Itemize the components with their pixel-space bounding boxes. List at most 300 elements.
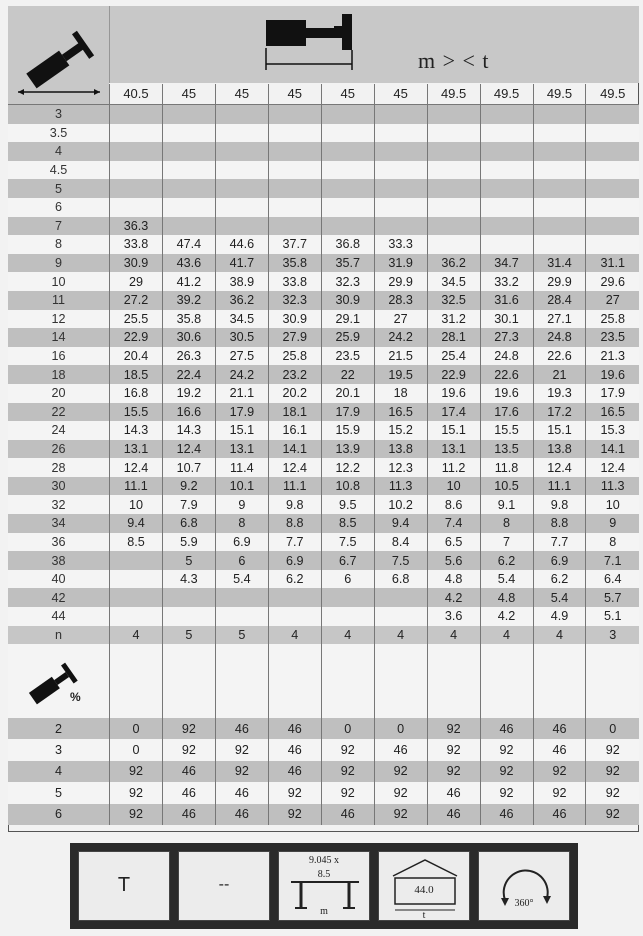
speed-value-cell: 46 [427,804,480,825]
load-value-cell: 7.1 [586,551,639,570]
load-value-cell: 31.4 [533,254,586,273]
load-value-cell: 9.1 [480,495,533,514]
load-value-cell: 19.2 [162,384,215,403]
load-value-cell: 34.5 [427,272,480,291]
load-value-cell: 5.1 [586,607,639,626]
load-value-cell: 15.1 [215,421,268,440]
footer-blank-value: -- [218,876,230,893]
speed-row [8,718,639,739]
load-value-cell: 8.5 [110,533,163,552]
load-value-cell: 19.6 [427,384,480,403]
load-value-cell [321,142,374,161]
load-value-cell: 12.4 [162,440,215,459]
load-row [8,105,639,124]
load-value-cell: 17.9 [215,403,268,422]
load-value-cell [110,588,163,607]
radius-cell: 5 [8,179,110,198]
speed-label-cell: 5 [8,782,110,803]
jib-length-header-cell: 45 [321,84,374,105]
radius-cell: 32 [8,495,110,514]
load-value-cell [533,105,586,124]
load-value-cell [533,142,586,161]
load-value-cell: 33.2 [480,272,533,291]
speed-value-cell: 92 [321,739,374,760]
load-value-cell [427,124,480,143]
load-value-cell [215,124,268,143]
load-value-cell: 10 [586,495,639,514]
speed-value-cell: 46 [321,804,374,825]
falls-value-cell: 5 [215,626,268,645]
load-value-cell: 21.1 [215,384,268,403]
speed-value-cell: 92 [110,804,163,825]
load-value-cell: 5.4 [480,570,533,589]
load-value-cell: 14.3 [110,421,163,440]
load-value-cell [374,588,427,607]
load-value-cell: 18 [374,384,427,403]
radius-cell: 3.5 [8,124,110,143]
speed-value-cell: 92 [427,718,480,739]
load-value-cell: 19.6 [586,365,639,384]
radius-cell: 12 [8,310,110,329]
load-value-cell: 27.3 [480,328,533,347]
load-value-cell: 5.4 [533,588,586,607]
load-value-cell: 13.8 [533,440,586,459]
load-value-cell: 17.4 [427,403,480,422]
speed-value-cell: 46 [162,761,215,782]
load-value-cell: 22.4 [162,365,215,384]
load-value-cell: 12.4 [586,458,639,477]
load-value-cell [268,179,321,198]
load-row [8,607,639,626]
load-row [8,495,639,514]
radius-cell: 24 [8,421,110,440]
load-value-cell: 19.6 [480,384,533,403]
speed-row [8,739,639,760]
radius-cell: 22 [8,403,110,422]
load-value-cell: 5.6 [427,551,480,570]
load-value-cell [321,198,374,217]
speed-value-cell: 46 [533,718,586,739]
blank-cell [162,644,215,718]
load-value-cell: 11.2 [427,458,480,477]
speed-value-cell: 46 [374,739,427,760]
load-value-cell: 14.3 [162,421,215,440]
load-table [8,84,639,645]
load-value-cell: 4.8 [480,588,533,607]
load-value-cell: 13.1 [427,440,480,459]
load-value-cell: 14.1 [586,440,639,459]
load-value-cell [215,179,268,198]
load-value-cell [321,124,374,143]
radius-cell: 16 [8,347,110,366]
load-value-cell [110,570,163,589]
radius-cell: 20 [8,384,110,403]
jib-length-header-cell: 49.5 [427,84,480,105]
load-value-cell [215,217,268,236]
load-value-cell: 11.1 [268,477,321,496]
load-value-cell: 12.4 [110,458,163,477]
load-value-cell [586,124,639,143]
load-value-cell [586,198,639,217]
jib-length-header-cell: 49.5 [533,84,586,105]
load-value-cell: 7.4 [427,514,480,533]
load-value-cell: 9.8 [533,495,586,514]
load-value-cell [533,179,586,198]
load-value-cell [215,588,268,607]
load-value-cell: 8.8 [268,514,321,533]
load-value-cell: 9.4 [374,514,427,533]
load-value-cell: 30.9 [321,291,374,310]
load-value-cell: 6.9 [533,551,586,570]
load-value-cell [480,105,533,124]
radius-cell: 44 [8,607,110,626]
blank-cell [480,644,533,718]
footer-ballast-value: 44.0 [414,884,434,896]
load-value-cell: 31.2 [427,310,480,329]
load-row [8,347,639,366]
load-value-cell: 21 [533,365,586,384]
load-value-cell: 6 [215,551,268,570]
blank-cell [427,644,480,718]
load-value-cell: 15.9 [321,421,374,440]
load-value-cell [162,217,215,236]
footer-type-value: T [117,874,131,896]
speed-value-cell: 92 [374,804,427,825]
speed-value-cell: 92 [374,761,427,782]
load-value-cell [321,179,374,198]
load-value-cell [374,607,427,626]
footer-panel [70,843,578,929]
load-row [8,421,639,440]
speed-value-cell: 92 [533,761,586,782]
load-value-cell [162,124,215,143]
load-row [8,254,639,273]
load-value-cell: 6.5 [427,533,480,552]
load-row [8,570,639,589]
load-row [8,384,639,403]
load-value-cell: 15.1 [533,421,586,440]
load-value-cell: 16.5 [586,403,639,422]
load-value-cell: 11.1 [110,477,163,496]
load-value-cell [586,105,639,124]
load-value-cell: 28.1 [427,328,480,347]
load-value-cell: 11.8 [480,458,533,477]
load-value-cell: 6.2 [533,570,586,589]
radius-cell: 4 [8,142,110,161]
load-value-cell [162,142,215,161]
load-row [8,514,639,533]
radius-cell: 9 [8,254,110,273]
load-value-cell: 22.9 [110,328,163,347]
load-value-cell [427,179,480,198]
load-value-cell: 17.6 [480,403,533,422]
speed-value-cell: 92 [533,782,586,803]
load-value-cell: 6.9 [215,533,268,552]
load-value-cell: 32.3 [268,291,321,310]
blank-cell [374,644,427,718]
load-value-cell: 30.6 [162,328,215,347]
load-value-cell: 10.2 [374,495,427,514]
radius-cell: 10 [8,272,110,291]
load-value-cell: 5 [162,551,215,570]
speed-label-cell: 6 [8,804,110,825]
load-row [8,440,639,459]
load-value-cell [586,235,639,254]
speed-value-cell: 92 [110,761,163,782]
range-label: m > < t [418,48,490,73]
load-value-cell: 36.3 [110,217,163,236]
load-value-cell: 16.1 [268,421,321,440]
load-row [8,124,639,143]
load-value-cell: 25.9 [321,328,374,347]
trolley-icon [258,12,358,72]
load-value-cell [533,198,586,217]
falls-value-cell: 4 [533,626,586,645]
load-row [8,551,639,570]
load-value-cell [374,179,427,198]
load-value-cell: 47.4 [162,235,215,254]
load-value-cell [427,161,480,180]
load-value-cell: 8.4 [374,533,427,552]
load-value-cell: 7.7 [533,533,586,552]
load-value-cell: 17.2 [533,403,586,422]
load-value-cell [321,161,374,180]
load-value-cell: 8 [480,514,533,533]
load-value-cell [533,161,586,180]
speed-value-cell: 92 [268,782,321,803]
radius-cell: 4.5 [8,161,110,180]
load-value-cell [480,235,533,254]
load-value-cell [268,105,321,124]
load-value-cell: 15.2 [374,421,427,440]
speed-row [8,782,639,803]
speed-row [8,804,639,825]
radius-cell: 28 [8,458,110,477]
load-row [8,142,639,161]
load-value-cell: 19.5 [374,365,427,384]
radius-cell: 42 [8,588,110,607]
load-value-cell: 36.8 [321,235,374,254]
load-value-cell: 4.8 [427,570,480,589]
load-value-cell: 4.2 [480,607,533,626]
speed-value-cell: 46 [215,782,268,803]
load-value-cell: 16.8 [110,384,163,403]
load-value-cell [268,124,321,143]
jib-length-header-cell: 40.5 [110,84,163,105]
load-row [8,291,639,310]
load-value-cell: 30.1 [480,310,533,329]
load-row [8,477,639,496]
load-row [8,235,639,254]
load-value-cell: 43.6 [162,254,215,273]
footer-ballast-unit: t [422,910,426,921]
load-value-cell [533,217,586,236]
speed-table [8,644,639,825]
load-row [8,310,639,329]
load-value-cell: 3.6 [427,607,480,626]
speed-value-cell: 46 [268,718,321,739]
load-value-cell [162,198,215,217]
load-row [8,161,639,180]
load-value-cell: 22 [321,365,374,384]
load-value-cell: 4.9 [533,607,586,626]
load-value-cell: 9.5 [321,495,374,514]
footer-base-box [278,851,370,921]
load-value-cell [374,105,427,124]
speed-value-cell: 46 [215,804,268,825]
load-value-cell: 8.8 [533,514,586,533]
load-value-cell [162,607,215,626]
speed-value-cell: 46 [533,739,586,760]
jib-length-header-row [8,84,639,105]
load-value-cell: 7.7 [268,533,321,552]
load-value-cell [268,198,321,217]
load-value-cell: 24.2 [374,328,427,347]
falls-value-cell: 4 [110,626,163,645]
load-value-cell [110,607,163,626]
load-value-cell: 4.3 [162,570,215,589]
load-value-cell: 29 [110,272,163,291]
falls-value-cell: 4 [427,626,480,645]
load-value-cell: 11.3 [586,477,639,496]
load-value-cell: 15.3 [586,421,639,440]
load-value-cell [480,124,533,143]
load-value-cell: 20.1 [321,384,374,403]
load-value-cell: 8.5 [321,514,374,533]
load-value-cell [215,607,268,626]
speed-value-cell: 46 [268,739,321,760]
load-value-cell [110,179,163,198]
load-value-cell: 18.1 [268,403,321,422]
load-value-cell: 5.9 [162,533,215,552]
load-value-cell: 39.2 [162,291,215,310]
load-value-cell [586,179,639,198]
load-value-cell: 9.2 [162,477,215,496]
load-value-cell [480,142,533,161]
load-value-cell: 6.8 [374,570,427,589]
load-value-cell: 12.3 [374,458,427,477]
speed-value-cell: 92 [586,804,639,825]
load-value-cell: 24.8 [480,347,533,366]
speed-value-cell: 92 [268,804,321,825]
radius-cell: 18 [8,365,110,384]
radius-cell: 6 [8,198,110,217]
load-value-cell: 6.9 [268,551,321,570]
speed-value-cell: 92 [321,761,374,782]
hook-icon-row [8,644,639,718]
load-value-cell: 9.8 [268,495,321,514]
falls-value-cell: 4 [268,626,321,645]
load-value-cell [374,198,427,217]
speed-label-cell: 2 [8,718,110,739]
load-value-cell: 28.3 [374,291,427,310]
load-value-cell: 27.2 [110,291,163,310]
blank-cell [110,644,163,718]
load-row [8,272,639,291]
speed-value-cell: 46 [215,718,268,739]
load-value-cell [215,142,268,161]
load-value-cell: 41.7 [215,254,268,273]
load-value-cell [427,105,480,124]
speed-value-cell: 0 [110,718,163,739]
load-value-cell: 27.5 [215,347,268,366]
percent-label: % [70,690,81,704]
load-value-cell: 25.8 [268,347,321,366]
load-row [8,588,639,607]
load-value-cell: 15.5 [480,421,533,440]
footer-blank-box [178,851,270,921]
load-value-cell: 7.5 [321,533,374,552]
speed-value-cell: 92 [586,739,639,760]
load-value-cell: 37.7 [268,235,321,254]
load-row [8,533,639,552]
load-value-cell: 44.6 [215,235,268,254]
load-value-cell: 15.5 [110,403,163,422]
falls-value-cell: 5 [162,626,215,645]
load-value-cell: 8 [586,533,639,552]
load-value-cell: 23.5 [586,328,639,347]
speed-value-cell: 92 [427,761,480,782]
blank-cell [586,644,639,718]
load-value-cell [110,198,163,217]
load-value-cell: 22.9 [427,365,480,384]
load-value-cell: 13.1 [215,440,268,459]
load-value-cell: 30.9 [110,254,163,273]
load-value-cell: 10.1 [215,477,268,496]
load-value-cell [427,142,480,161]
load-value-cell [480,217,533,236]
load-value-cell: 25.4 [427,347,480,366]
load-value-cell [162,161,215,180]
radius-cell: 40 [8,570,110,589]
load-value-cell [110,124,163,143]
load-value-cell: 17.9 [321,403,374,422]
load-value-cell [110,161,163,180]
load-value-cell: 11.3 [374,477,427,496]
load-value-cell: 14.1 [268,440,321,459]
load-value-cell [268,588,321,607]
radius-cell: 38 [8,551,110,570]
load-value-cell: 25.8 [586,310,639,329]
load-value-cell: 13.5 [480,440,533,459]
load-value-cell: 7.5 [374,551,427,570]
speed-value-cell: 46 [162,782,215,803]
load-value-cell: 8.6 [427,495,480,514]
load-value-cell: 21.5 [374,347,427,366]
radius-cell: 7 [8,217,110,236]
load-value-cell: 24.8 [533,328,586,347]
load-value-cell [215,161,268,180]
falls-label: n [8,626,110,645]
load-value-cell: 32.3 [321,272,374,291]
speed-value-cell: 0 [321,718,374,739]
load-value-cell: 6.2 [268,570,321,589]
radius-cell: 14 [8,328,110,347]
footer-slew-box [478,851,570,921]
load-value-cell: 28.4 [533,291,586,310]
speed-value-cell: 92 [215,739,268,760]
speed-value-cell: 46 [162,804,215,825]
load-value-cell: 33.3 [374,235,427,254]
load-value-cell: 6.8 [162,514,215,533]
speed-value-cell: 92 [586,761,639,782]
load-value-cell [268,607,321,626]
load-value-cell: 9 [215,495,268,514]
jib-length-header-cell: 45 [268,84,321,105]
load-value-cell: 33.8 [110,235,163,254]
load-value-cell: 36.2 [427,254,480,273]
speed-row [8,761,639,782]
